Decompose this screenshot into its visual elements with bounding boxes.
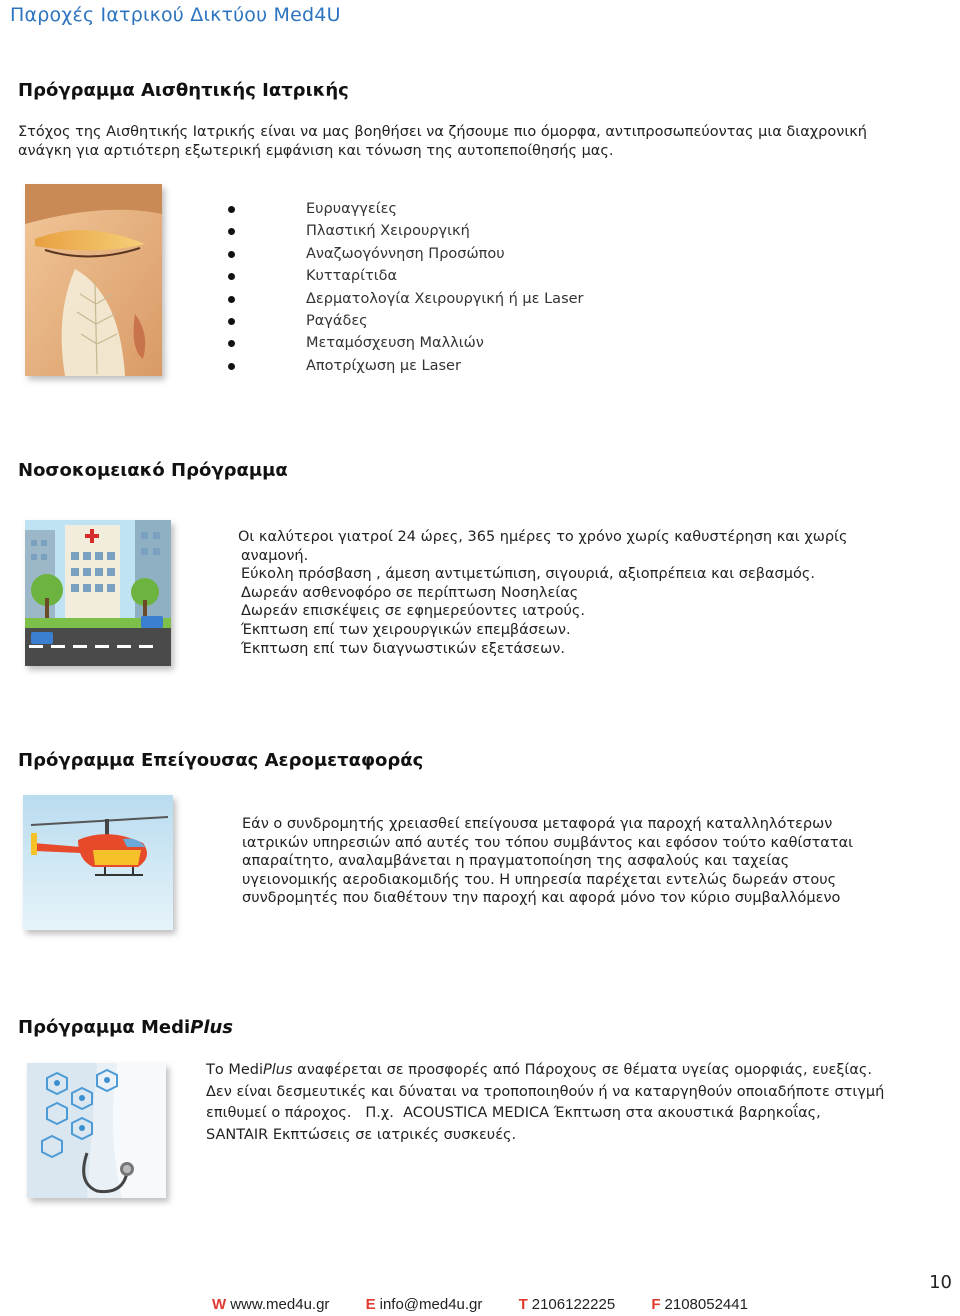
air-line: συνδρομητές που διαθέτουν την παροχή και αφορά μόνο τον κύριο συμβαλλόμενο bbox=[242, 890, 841, 907]
mediplus-heading bbox=[18, 1017, 233, 1038]
list-item-label: Δερματολογία Χειρουργική ή με Laser bbox=[306, 290, 584, 307]
hospital-line: Δωρεάν επισκέψεις σε εφημερεύοντες ιατρούς. bbox=[241, 603, 586, 620]
aesthetic-intro-line: Στόχος της Αισθητικής Ιατρικής είναι να μας βοηθήσει να ζήσουμε πιο όμορφα, αντιπροσωπεύοντας μια διαχρονική bbox=[18, 124, 867, 140]
mediplus-heading-suffix: Plus bbox=[190, 1017, 234, 1038]
air-heading: Πρόγραμμα Επείγουσας Αερομεταφοράς bbox=[18, 750, 424, 771]
helicopter-image bbox=[23, 795, 173, 930]
list-item bbox=[228, 265, 584, 287]
hospital-line: Έκπτωση επί των διαγνωστικών εξετάσεων. bbox=[241, 640, 565, 657]
face-image bbox=[25, 184, 162, 376]
hospital-heading: Νοσοκομειακό Πρόγραμμα bbox=[18, 460, 288, 481]
mediplus-line bbox=[206, 1060, 884, 1082]
list-item-label: Ευρυαγγείες bbox=[306, 201, 397, 217]
mediplus-line1-c: αναφέρεται σε προσφορές από Πάροχους σε θέματα υγείας ομορφιάς, ευεξίας. bbox=[292, 1062, 872, 1078]
hospital-line: Εύκολη πρόσβαση , άμεση αντιμετώπιση, σιγουριά, αξιοπρέπεια και σεβασμός. bbox=[241, 566, 815, 583]
list-item-label: Κυτταρίτιδα bbox=[306, 268, 398, 285]
air-description bbox=[242, 815, 853, 908]
footer-phone: T 2106122225 bbox=[518, 1296, 616, 1313]
air-line: απαραίτητο, αναλαμβάνεται η πραγματοποίηση της ασφαλούς και ταχείας bbox=[242, 853, 790, 870]
footer-fax: F 2108052441 bbox=[651, 1296, 748, 1313]
list-item-label: Αποτρίχωση με Laser bbox=[306, 357, 461, 374]
aesthetic-services-list bbox=[228, 198, 584, 377]
air-line: Εάν ο συνδρομητής χρειασθεί επείγουσα μεταφορά για παροχή καταλληλότερων bbox=[242, 816, 833, 832]
aesthetic-intro bbox=[18, 123, 918, 161]
mediplus-line: Δεν είναι δεσμευτικές και δύναται να τροποποιηθούν ή να καταργηθούν οποιαδήποτε στιγμή bbox=[206, 1083, 885, 1100]
hospital-line: Οι καλύτεροι γιατροί 24 ώρες, 365 ημέρες το χρόνο χωρίς καθυστέρηση και χωρίς bbox=[238, 529, 848, 545]
list-item-label: Ραγάδες bbox=[306, 312, 368, 329]
list-item bbox=[228, 355, 584, 377]
aesthetic-intro-line: ανάγκη για αρτιότερη εξωτερική εμφάνιση και τόνωση της αυτοπεποίθησής μας. bbox=[18, 143, 614, 159]
list-item bbox=[228, 220, 584, 242]
mediplus-line: SANTAIR Εκπτώσεις σε ιατρικές συσκευές. bbox=[206, 1126, 517, 1143]
list-item-label: Αναζωογόννηση Προσώπου bbox=[306, 245, 505, 262]
hospital-line: Έκπτωση επί των χειρουργικών επεμβάσεων. bbox=[241, 621, 571, 638]
medical-tech-image bbox=[27, 1063, 166, 1198]
mediplus-heading-prefix: Πρόγραμμα Medi bbox=[18, 1017, 191, 1038]
list-item bbox=[228, 332, 584, 354]
mediplus-line: επιθυμεί ο πάροχος. Π.χ. ACOUSTICA MEDICA Έκπτωση στα ακουστικά βαρηκοΐας, bbox=[206, 1105, 821, 1121]
air-line: υγειονομικής αεροδιακομιδής του. Η υπηρεσία παρέχεται εντελώς δωρεάν στους bbox=[242, 871, 837, 888]
document-title: Παροχές Ιατρικού Δικτύου Med4U bbox=[10, 4, 341, 26]
list-item-label: Πλαστική Χειρουργική bbox=[306, 223, 470, 240]
hospital-image bbox=[25, 520, 171, 666]
footer-contact bbox=[0, 1296, 960, 1313]
list-item bbox=[228, 310, 584, 332]
footer-web[interactable]: W www.med4u.gr bbox=[212, 1296, 330, 1313]
footer-email[interactable]: E info@med4u.gr bbox=[365, 1296, 483, 1313]
list-item-label: Μεταμόσχευση Μαλλιών bbox=[306, 335, 484, 352]
mediplus-line1-a: Το Medi bbox=[206, 1062, 264, 1078]
mediplus-description bbox=[206, 1060, 884, 1146]
list-item bbox=[228, 288, 584, 310]
aesthetic-heading: Πρόγραμμα Αισθητικής Ιατρικής bbox=[18, 80, 349, 101]
list-item bbox=[228, 198, 584, 220]
page-number: 10 bbox=[929, 1272, 952, 1293]
hospital-line: αναμονή. bbox=[241, 547, 309, 564]
air-line: ιατρικών υπηρεσιών από αυτές του τόπου συμβάντος και εφόσον τούτο καθίσταται bbox=[242, 834, 854, 851]
list-item bbox=[228, 243, 584, 265]
mediplus-line1-b: Plus bbox=[263, 1062, 293, 1078]
hospital-benefits bbox=[238, 528, 847, 658]
hospital-line: Δωρεάν ασθενοφόρο σε περίπτωση Νοσηλείας bbox=[241, 584, 579, 601]
